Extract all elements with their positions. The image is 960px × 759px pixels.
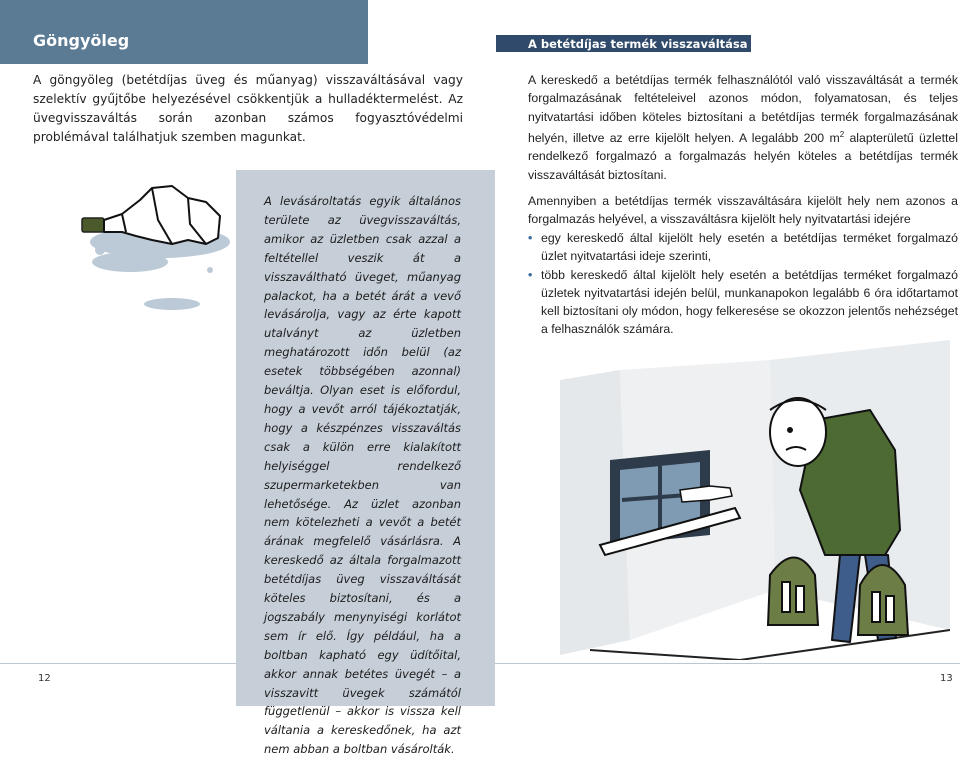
bottle-cap <box>82 218 104 232</box>
section-title: A betétdíjas termék visszaváltása <box>528 37 748 51</box>
crushed-plastic-bottle-illustration <box>60 180 230 320</box>
page-number-right: 13 <box>940 673 953 684</box>
right-paragraph-1-part-a: A kereskedő a betétdíjas termék felhasználótól való visszaváltását a termék forgalmazásának feltételeivel azonos módon, folyamatosan, és teljes nyitvatartási időben köteles biztosítani a betétdíjas termék forgalmazásának helyén, illetve az erre kijelölt helyen. A legalább 200 m <box>528 73 958 145</box>
superscript-2: 2 <box>839 129 845 139</box>
sidebar-italic-text: A levásároltatás egyik általános területe az üvegvisszaváltás, amikor az üzletben csak azzal a feltétellel veszik át a visszaváltható üveget, műanyag palackot, ha a betét árát a vevő levásárolja, vagy az érte kapott utalványt az üzletben meghatározott időn belül (az esetek többségében azonnal) beváltja. Olyan eset is előfordul, hogy a vevőt arról tájékoztatják, hogy a készpénzes visszaváltás csak a külön erre kialakított helyiséggel rendelkező szupermarketekben van lehetősége. Az üzlet azonban nem kötelezheti a vevőt a betét árának megfelelő vásárlásra. A kereskedő az általa forgalmazott betétdíjas üveg visszaváltását köteles biztosítani, és a jogszabály menynyiségi korlátot sem ír elő. Így például, ha a boltban kapható egy üdítőital, akkor annak betétes üvegét – a visszavitt üvegek számától függetlenül – akkor is vissza kell váltania a kereskedőnek, ha azt nem abban a boltban vásárolták. <box>264 194 461 757</box>
page-title: Göngyöleg <box>33 31 130 50</box>
man-returning-bottles-illustration <box>560 340 950 660</box>
right-paragraph-1 <box>528 71 958 184</box>
bullet-icon: • <box>528 231 533 245</box>
page-number-left: 12 <box>38 673 51 684</box>
intro-paragraph: A göngyöleg (betétdíjas üveg és műanyag) visszaváltásával vagy szelektív gyűjtőbe helyezésével csökkentjük a hulladéktermelést. Az üvegvisszaváltás során azonban számos fogyasztóvédelmi problémával találhatjuk szemben magunkat. <box>33 73 463 144</box>
right-paragraph-1-part-b: alapterületű üzlettel rendelkező forgalmazó a forgalmazás helyén köteles a betétdíjas termék visszaváltását biztosítani. <box>528 130 958 182</box>
right-paragraph-2: Amennyiben a betétdíjas termék visszaváltására kijelölt hely nem azonos a forgalmazás helyével, a visszaváltásra kijelölt hely nyitvatartási idejére <box>528 194 958 227</box>
footer-rule-left <box>0 663 236 664</box>
footer-rule-right <box>495 663 960 664</box>
list-item: • egy kereskedő által kijelölt hely esetén a betétdíjas terméket forgalmazó üzlet nyitvatartási ideje szerinti, <box>528 231 958 264</box>
list-item: • több kereskedő által kijelölt hely esetén a betétdíjas terméket forgalmazó üzletek nyitvatartási idején belül, munkanapokon legalább 6 óra időtartamot kell biztosítani oly módon, hogy felkeresése se okozzon jelentős nehézséget a felhasználók számára. <box>528 267 958 337</box>
bullet-icon: • <box>528 267 533 282</box>
bullet-list <box>528 229 958 339</box>
